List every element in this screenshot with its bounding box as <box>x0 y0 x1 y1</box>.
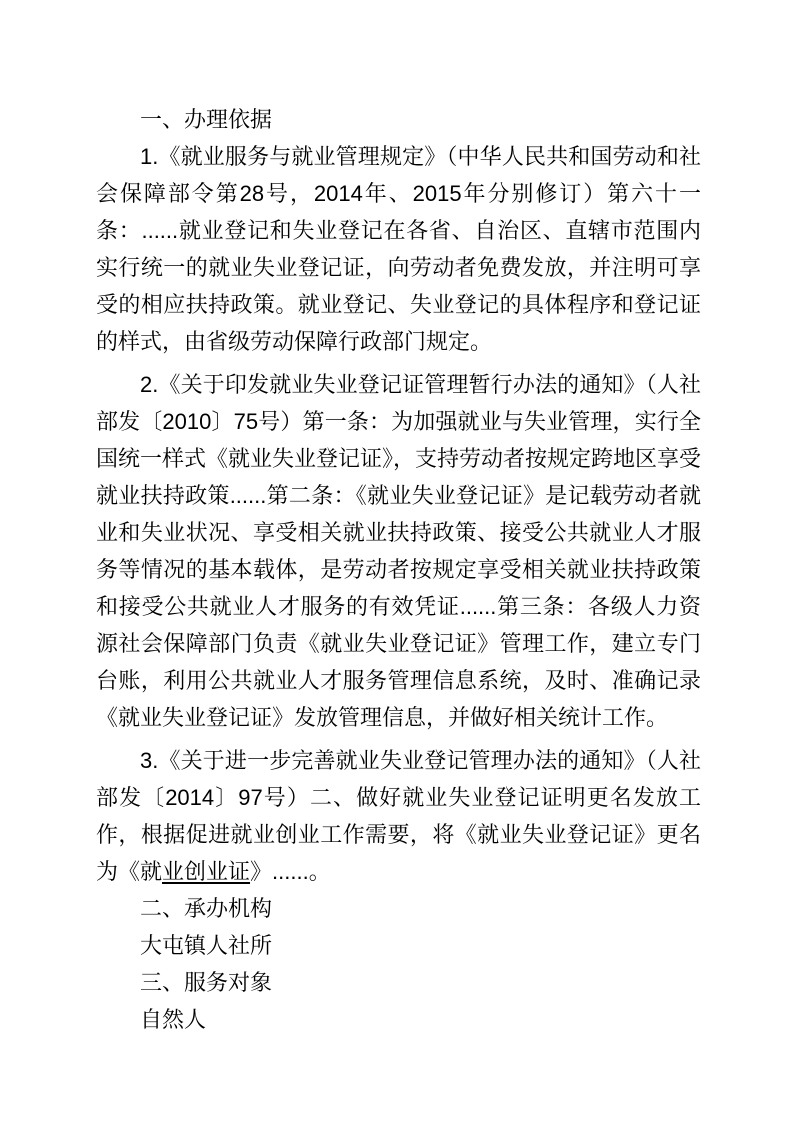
section-heading-basis: 一、办理依据 <box>140 107 273 132</box>
paragraph-regulation-2: 2.《关于印发就业失业登记证管理暂行办法的通知》（人社部发〔2010〕75号）第一条：为加强就业与失业管理，实行全国统一样式《就业失业登记证》，支持劳动者按规定跨地区享受就业扶持政策......第二条：《就业失业登记证》是记载劳动者就业和失业状况、享受相关就业扶持政策、接受公共就业人才服务等情况的基本载体，是劳动者按规定享受相关就业扶持政策和接受公共就业人才服务的有效凭证......第三条：各级人力资源社会保障部门负责《就业失业登记证》管理工作，建立专门台账，利用公共就业人才服务管理信息系统，及时、准确记录《就业失业登记证》发放管理信息，并做好相关统计工作。 <box>96 372 702 730</box>
regulation-3-text-before: 3.《关于进一步完善就业失业登记管理办法的通知》（人社部发〔2014〕97号）二、做好就业失业登记证明更名发放工作，根据促进就业创业工作需要，将《就业失业登记证》更名为《就 <box>96 748 701 884</box>
agency-name: 大屯镇人社所 <box>140 933 273 958</box>
regulation-3-underlined-text: 业创业证 <box>162 859 251 884</box>
section-heading-agency: 二、承办机构 <box>140 896 273 921</box>
service-target: 自然人 <box>140 1007 207 1032</box>
paragraph-regulation-3 <box>96 742 701 890</box>
section-heading-service-target: 三、服务对象 <box>140 970 273 995</box>
paragraph-regulation-1: 1.《就业服务与就业管理规定》（中华人民共和国劳动和社会保障部令第28号，2014年、2015年分别修订）第六十一条：......就业登记和失业登记在各省、自治区、直辖市范围内实行统一的就业失业登记证，向劳动者免费发放，并注明可享受的相应扶持政策。就业登记、失业登记的具体程序和登记证的样式，由省级劳动保障行政部门规定。 <box>96 144 701 354</box>
regulation-3-text-after: 》......。 <box>250 859 331 884</box>
